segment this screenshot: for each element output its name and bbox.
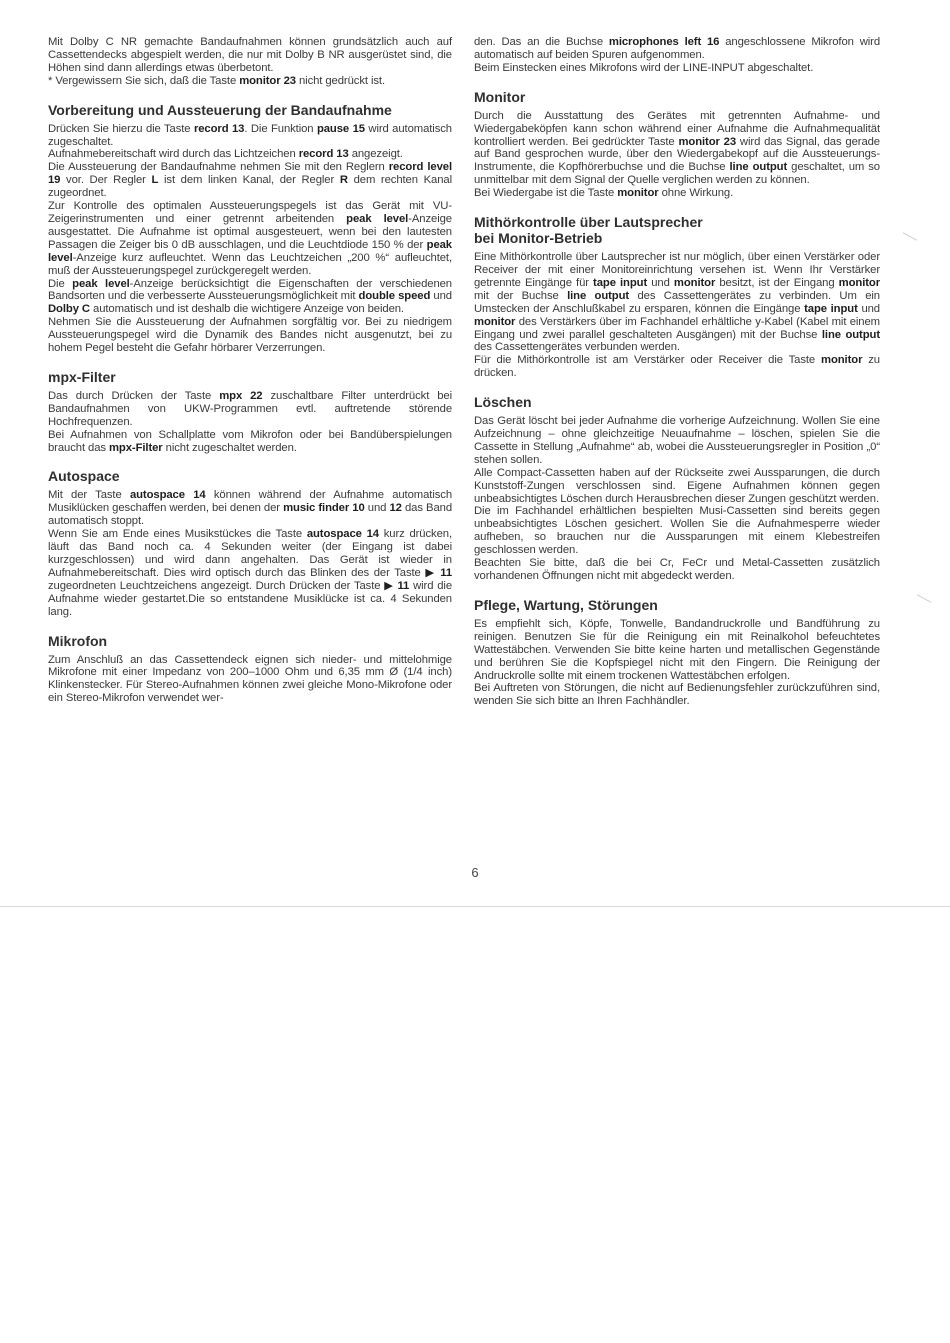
paragraph (48, 123, 452, 149)
paragraph-text: Zur Kontrolle des optimalen Aussteuerungspegels ist das Gerät mit VU-Zeigerinstrumenten und einer getrennt arbeitenden (48, 200, 452, 225)
margin-mark (903, 232, 918, 240)
paragraph (48, 654, 452, 706)
paragraph (474, 62, 880, 75)
section-mithoerkontrolle-body (474, 251, 880, 380)
section-autospace-body (48, 489, 452, 618)
paragraph-text: Bei Auftreten von Störungen, die nicht auf Bedienungsfehler zurückzuführen sind, wenden Sie sich bitte an Ihren Fachhändler. (474, 682, 880, 708)
paragraph-text: Es empfiehlt sich, Köpfe, Tonwelle, Bandandruckrolle und Bandführung zu reinigen. Benutzen Sie für die Reinigung ein mit Reinalkohol befeuchtetes Wattestäbchen. Verwenden Sie bitte keine harten und metallischen Gegenstände und berühren Sie die Kopfspiegel nicht mit den Fingern. Die Reinigung der Andruckrolle sollte mit einem trockenen Wattestäbchen erfolgen. (474, 617, 880, 682)
paragraph-text: Aufnahmebereitschaft wird durch das Lichtzeichen (48, 148, 299, 161)
paragraph (474, 36, 880, 62)
paragraph-text: Eine Mithörkontrolle über Lautsprecher ist nur möglich, über einen Verstärker oder Receiver der mit einer Monitoreinrichtung versehen ist. Wenn Ihr Verstärker getrennte Eingänge für (474, 251, 880, 289)
paragraph-text: angeschlossene Mikrofon wird automatisch auf beiden Spuren aufgenommen. (474, 36, 881, 61)
control-name: monitor (673, 276, 716, 289)
paragraph (474, 505, 880, 557)
control-name: autospace 14 (306, 528, 379, 541)
control-name: record level 19 (48, 161, 452, 187)
paragraph-text: können während der Aufnahme automatisch Musiklücken geschaffen werden, bei denen der (48, 489, 453, 515)
control-name: monitor (474, 315, 516, 328)
paragraph (48, 528, 452, 618)
paragraph (48, 36, 452, 75)
paragraph (474, 110, 880, 187)
control-name: music finder 10 (283, 502, 365, 515)
paragraph-text: das Band automatisch stoppt. (48, 502, 452, 528)
paragraph-text: zuschaltbare Filter unterdrückt bei Bandaufnahmen von UKW-Programmen evtl. auftretende störende Hochfrequenzen. (48, 389, 453, 428)
paragraph-text: -Anzeige berücksichtigt die Eigenschaften der verschiedenen Bandsorten und die verbesserte Aussteuerungsmöglichkeit mit (48, 277, 452, 303)
control-name: monitor 23 (678, 135, 737, 148)
control-name: pause 15 (316, 122, 365, 135)
heading-loeschen: Löschen (474, 394, 532, 411)
paragraph-text: nicht zugeschaltet werden. (162, 441, 297, 454)
paragraph-text: Bei Aufnahmen von Schallplatte vom Mikrofon oder bei Bandüberspielungen braucht das (48, 428, 452, 454)
paragraph-text: Bei Wiedergabe ist die Taste (474, 187, 618, 200)
paragraph-text: des Verstärkers über im Fachhandel erhältliche y-Kabel (Kabel mit einem Eingang und zwei parallel geschalteten Ausgängen) mit der Buchse (474, 315, 880, 341)
paragraph-text: und (857, 302, 880, 315)
paragraph-text: Alle Compact-Cassetten haben auf der Rückseite zwei Aussparungen, die durch Kunststoff-Zungen verschlossen sind. Eigene Aufnahmen können gegen unbeabsichtigtes Löschen durch Herausbrechen dieser Zungen geschützt werden. (474, 466, 880, 505)
heading-vorbereitung: Vorbereitung und Aussteuerung der Bandaufnahme (48, 101, 392, 118)
heading-mithoerkontrolle-line2: bei Monitor-Betrieb (474, 230, 603, 247)
heading-autospace: Autospace (48, 468, 120, 485)
control-name: monitor (821, 354, 863, 367)
paragraph-text: Das Gerät löscht bei jeder Aufnahme die vorherige Aufzeichnung. Wollen Sie eine Aufzeichnung – ohne gleichzeitige Neuaufnahme – löschen, spielen Sie die Cassette in Stellung „Aufnahme“ ab, wobei die Aussteuerungsregler in Position „0“ stehen sollen. (474, 415, 880, 466)
paragraph-text: Beachten Sie bitte, daß die bei Cr, FeCr und Metal-Cassetten zusätzlich vorhandenen Öffnungen nicht mit abgedeckt werden. (474, 557, 880, 582)
paragraph-text: des Cassettengerätes verbunden werden. (474, 341, 680, 354)
paragraph-text: Drücken Sie hierzu die Taste (48, 122, 194, 135)
page-number: 6 (471, 865, 479, 880)
paragraph-text: kurz drücken, läuft das Band noch ca. 4 Sekunden weiter (der Eingang ist dabei kurzgeschlossen) und wird dann angehalten. Das Gerät ist wieder in Aufnahmebereitschaft. Dies wird optisch durch das Blinken des der Taste (48, 528, 452, 579)
paragraph-text: angezeigt. (348, 148, 403, 161)
continued-mikrofon-text (474, 36, 880, 75)
paragraph (474, 354, 880, 380)
control-name: monitor 23 (239, 74, 296, 87)
paragraph-text: wird die Aufnahme wieder gestartet.Die so entstandene Musiklücke ist ca. 4 Sekunden lang. (48, 579, 453, 618)
paragraph-text: und (647, 276, 674, 289)
paragraph (48, 148, 452, 161)
heading-mithoerkontrolle (474, 214, 880, 246)
control-name: microphones left 16 (608, 36, 720, 48)
control-name: tape input (804, 302, 858, 315)
control-name: mpx-Filter (108, 441, 163, 454)
paragraph-text: Beim Einstecken eines Mikrofons wird der LINE-INPUT abgeschaltet. (474, 61, 814, 74)
control-name: L (151, 174, 159, 187)
control-name: 12 (389, 502, 402, 515)
control-name: Dolby C (48, 303, 90, 316)
paragraph (474, 682, 880, 708)
heading-monitor: Monitor (474, 88, 526, 105)
control-name: ▶ 11 (425, 566, 452, 579)
control-name: mpx 22 (219, 389, 263, 402)
paragraph-text: * Vergewissern Sie sich, daß die Taste (48, 74, 240, 87)
paragraph (474, 415, 880, 467)
section-loeschen-body (474, 415, 880, 583)
paragraph-text: und (364, 502, 390, 515)
paragraph (48, 200, 452, 277)
paragraph-text: vor. Der Regler (60, 174, 152, 187)
paragraph-text: ist dem linken Kanal, der Regler (158, 174, 340, 187)
paragraph-text: Das durch Drücken der Taste (48, 389, 220, 402)
section-mpx-filter-body (48, 390, 452, 455)
paragraph (474, 557, 880, 583)
paragraph-text: ohne Wirkung. (658, 187, 734, 200)
control-name: autospace 14 (129, 489, 206, 502)
paragraph (48, 75, 452, 88)
paragraph (474, 618, 880, 683)
paragraph-text: den. Das an die Buchse (474, 36, 609, 48)
control-name: double speed (358, 290, 431, 303)
paragraph-text: besitzt, ist der Eingang (715, 276, 839, 289)
paragraph-text: zugeordneten Leuchtzeichens angezeigt. Durch Drücken der Taste (48, 579, 385, 592)
heading-pflege: Pflege, Wartung, Störungen (474, 596, 658, 613)
paragraph-text: dem rechten Kanal zugeordnet. (48, 174, 452, 200)
paragraph-text: Die im Fachhandel erhältlichen bespielten Musi-Cassetten sind bereits gegen unbeabsichtigtes Löschen gesichert. Wollen Sie die Aufnahmesperre wieder aufheben, so brauchen nur die Aussparungen mit einem Klebestreifen geschlossen werden. (474, 505, 880, 557)
paragraph-text: -Anzeige kurz aufleuchtet. Wenn das Leuchtzeichen „200 %“ aufleuchtet, muß der Aussteuerungspegel zurückgeregelt werden. (48, 251, 452, 277)
paragraph-text: wird automatisch zugeschaltet. (48, 122, 452, 148)
control-name: line output (729, 161, 788, 174)
paragraph-text: Mit der Taste (48, 489, 130, 502)
paragraph-text: geschaltet, um so unmittelbar mit dem Signal der Quelle verglichen werden zu können. (474, 161, 880, 187)
heading-mpx-filter: mpx-Filter (48, 368, 116, 385)
paragraph-text: Zum Anschluß an das Cassettendeck eignen sich nieder- und mittelohmige Mikrofone mit einer Impedanz von 200–1000 Ohm und 6,35 mm Ø (1/4 inch) Klinkenstecker. Für Stereo-Aufnahmen können zwei gleiche Mono-Mikrofone oder ein Stereo-Mikrofon verwendet wer- (48, 653, 452, 705)
margin-mark (917, 594, 932, 602)
paragraph-text: Für die Mithörkontrolle ist am Verstärker oder Receiver die Taste (474, 354, 822, 367)
heading-mithoerkontrolle-line1: Mithörkontrolle über Lautsprecher (474, 214, 703, 231)
paragraph (474, 187, 880, 200)
left-column (48, 36, 452, 705)
paragraph-text: Durch die Ausstattung des Gerätes mit getrennten Aufnahme- und Wiedergabeköpfen kann schon während einer Aufnahme die Aufnahmequalität kontrolliert werden. Bei gedrückter Taste (474, 109, 880, 148)
paragraph-text: Die (48, 277, 73, 290)
intro-text (48, 36, 452, 88)
control-name: monitor (838, 276, 880, 289)
paragraph-text: Mit Dolby C NR gemachte Bandaufnahmen können grundsätzlich auch auf Cassettendecks abgespielt werden, die nur mit Dolby B NR ausgerüstet sind, die Höhen sind dann allerdings etwas überbetont. (48, 36, 452, 74)
paragraph-text: Nehmen Sie die Aussteuerung der Aufnahmen sorgfältig vor. Bei zu niedrigem Aussteuerungspegel wird die Dynamik des Bandes nicht ausgenutzt, bei zu hohem Pegel besteht die Gefahr hörbarer Verzerrungen. (48, 316, 452, 355)
scan-edge-line (0, 906, 950, 907)
control-name: record 13 (193, 122, 245, 135)
paragraph-text: . Die Funktion (244, 122, 317, 135)
control-name: line output (567, 289, 630, 302)
paragraph (48, 278, 452, 317)
section-vorbereitung-body (48, 123, 452, 355)
control-name: monitor (617, 187, 659, 200)
right-column (474, 36, 880, 708)
paragraph (48, 390, 452, 429)
control-name: peak level (72, 277, 130, 290)
paragraph-text: und (430, 290, 452, 303)
paragraph-text: automatisch und ist deshalb die wichtigere Anzeige von beiden. (89, 303, 404, 316)
section-monitor-body (474, 110, 880, 200)
paragraph-text: mit der Buchse (474, 289, 568, 302)
paragraph-text: -Anzeige ausgestattet. Die Aufnahme ist optimal ausgesteuert, wenn bei den lautesten Passagen die Zeiger bis 0 dB ausschlagen, und die Leuchtdiode 150 % der (48, 212, 452, 251)
section-pflege-body (474, 618, 880, 708)
paragraph-text: wird das Signal, das gerade auf Band gesprochen wurde, über den Wiedergabekopf auf die Aussteuerungs-Instrumente, die Kopfhörerbuchse und die Buchse (474, 135, 880, 174)
paragraph (48, 316, 452, 355)
paragraph-text: Wenn Sie am Ende eines Musikstückes die Taste (48, 528, 307, 541)
control-name: record 13 (298, 148, 349, 161)
heading-mikrofon: Mikrofon (48, 632, 108, 649)
paragraph (474, 467, 880, 506)
control-name: R (339, 174, 348, 187)
paragraph-text: nicht gedrückt ist. (295, 74, 385, 87)
paragraph (48, 489, 452, 528)
control-name: peak level (346, 212, 409, 225)
section-mikrofon-body (48, 654, 452, 706)
control-name: line output (821, 328, 880, 341)
paragraph (48, 161, 452, 200)
paragraph (474, 251, 880, 354)
paragraph-text: Die Aussteuerung der Bandaufnahme nehmen Sie mit den Reglern (48, 161, 389, 174)
paragraph-text: des Cassettengerätes zu verbinden. Um ein Umstecken der Anschlußkabel zu ersparen, können die Eingänge (474, 289, 880, 315)
control-name: peak level (48, 238, 452, 264)
control-name: tape input (593, 276, 648, 289)
control-name: ▶ 11 (384, 579, 410, 592)
paragraph (48, 429, 452, 455)
paragraph-text: zu drücken. (474, 354, 880, 380)
